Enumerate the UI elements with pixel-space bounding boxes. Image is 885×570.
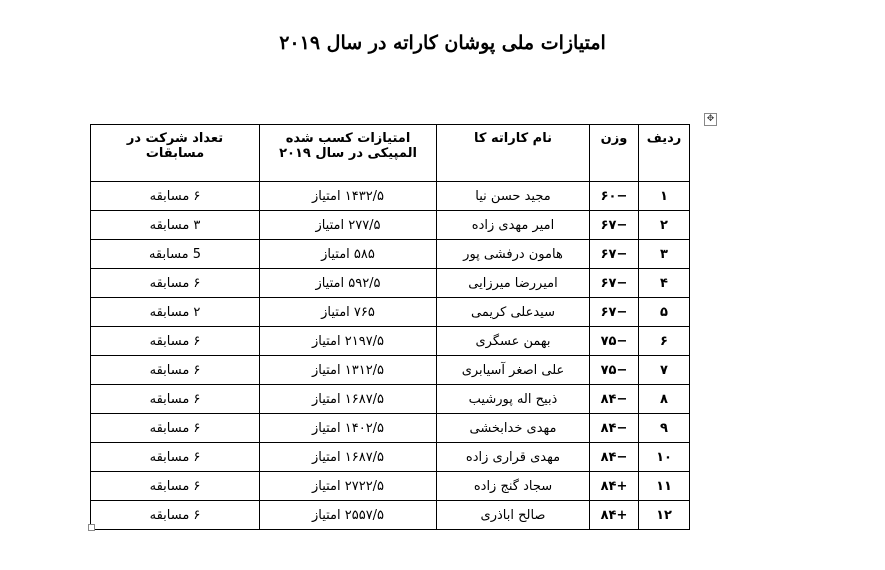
table-row <box>91 182 690 211</box>
cell-competitions-count: ۶ مسابقه <box>91 327 260 356</box>
table-header-row <box>91 125 690 182</box>
cell-karateka-name: سیدعلی کریمی <box>437 298 590 327</box>
cell-competitions-count: ۶ مسابقه <box>91 269 260 298</box>
cell-karateka-name: امیر مهدی زاده <box>437 211 590 240</box>
cell-olympic-points: ۱۶۸۷/۵ امتیاز <box>260 385 437 414</box>
cell-karateka-name: مجید حسن نیا <box>437 182 590 211</box>
cell-karateka-name: امیررضا میرزایی <box>437 269 590 298</box>
cell-competitions-count: ۶ مسابقه <box>91 385 260 414</box>
cell-olympic-points: ۲۱۹۷/۵ امتیاز <box>260 327 437 356</box>
cell-weight: −۶۰ <box>590 182 639 211</box>
header-olympic-points: امتیازات کسب شده المپیکی در سال ۲۰۱۹ <box>260 125 437 182</box>
table-row <box>91 327 690 356</box>
cell-row-number: ۱۲ <box>639 501 690 530</box>
cell-row-number: ۶ <box>639 327 690 356</box>
cell-karateka-name: مهدی خدابخشی <box>437 414 590 443</box>
cell-row-number: ۱۰ <box>639 443 690 472</box>
cell-karateka-name: صالح اباذری <box>437 501 590 530</box>
cell-weight: −۷۵ <box>590 356 639 385</box>
cell-row-number: ۱ <box>639 182 690 211</box>
header-row-number: ردیف <box>639 125 690 182</box>
cell-weight: +۸۴ <box>590 472 639 501</box>
cell-weight: −۶۷ <box>590 298 639 327</box>
cell-weight: −۸۴ <box>590 414 639 443</box>
cell-competitions-count: ۲ مسابقه <box>91 298 260 327</box>
cell-weight: +۸۴ <box>590 501 639 530</box>
cell-karateka-name: سجاد گنج زاده <box>437 472 590 501</box>
table-resize-handle-icon[interactable] <box>88 524 95 531</box>
cell-row-number: ۱۱ <box>639 472 690 501</box>
cell-weight: −۸۴ <box>590 385 639 414</box>
cell-weight: −۸۴ <box>590 443 639 472</box>
cell-olympic-points: ۱۴۰۲/۵ امتیاز <box>260 414 437 443</box>
table-row <box>91 501 690 530</box>
cell-competitions-count: 5 مسابقه <box>91 240 260 269</box>
cell-competitions-count: ۶ مسابقه <box>91 182 260 211</box>
header-karateka-name: نام کاراته کا <box>437 125 590 182</box>
table-row <box>91 414 690 443</box>
scores-table <box>90 124 690 530</box>
header-competitions-count: تعداد شرکت در مسابقات <box>91 125 260 182</box>
cell-olympic-points: ۱۴۳۲/۵ امتیاز <box>260 182 437 211</box>
cell-weight: −۶۷ <box>590 240 639 269</box>
table-row <box>91 472 690 501</box>
cell-olympic-points: ۲۷۲۲/۵ امتیاز <box>260 472 437 501</box>
cell-karateka-name: علی اصغر آسیابری <box>437 356 590 385</box>
cell-competitions-count: ۶ مسابقه <box>91 356 260 385</box>
cell-olympic-points: ۲۷۷/۵ امتیاز <box>260 211 437 240</box>
cell-olympic-points: ۱۶۸۷/۵ امتیاز <box>260 443 437 472</box>
table-row <box>91 443 690 472</box>
cell-row-number: ۵ <box>639 298 690 327</box>
cell-row-number: ۸ <box>639 385 690 414</box>
header-weight: وزن <box>590 125 639 182</box>
cell-row-number: ۴ <box>639 269 690 298</box>
cell-row-number: ۹ <box>639 414 690 443</box>
cell-karateka-name: مهدی قراری زاده <box>437 443 590 472</box>
cell-olympic-points: ۲۵۵۷/۵ امتیاز <box>260 501 437 530</box>
cell-weight: −۷۵ <box>590 327 639 356</box>
cell-row-number: ۲ <box>639 211 690 240</box>
cell-competitions-count: ۶ مسابقه <box>91 472 260 501</box>
cell-row-number: ۷ <box>639 356 690 385</box>
cell-karateka-name: ذبیح اله پورشیب <box>437 385 590 414</box>
cell-olympic-points: ۵۹۲/۵ امتیاز <box>260 269 437 298</box>
table-row <box>91 298 690 327</box>
cell-olympic-points: ۷۶۵ امتیاز <box>260 298 437 327</box>
cell-competitions-count: ۶ مسابقه <box>91 501 260 530</box>
table-row <box>91 240 690 269</box>
table-row <box>91 269 690 298</box>
document-title: امتیازات ملی پوشان کاراته در سال ۲۰۱۹ <box>279 32 606 54</box>
cell-weight: −۶۷ <box>590 211 639 240</box>
cell-karateka-name: هامون درفشی پور <box>437 240 590 269</box>
cell-row-number: ۳ <box>639 240 690 269</box>
cell-competitions-count: ۳ مسابقه <box>91 211 260 240</box>
table-row <box>91 211 690 240</box>
cell-weight: −۶۷ <box>590 269 639 298</box>
cell-olympic-points: ۵۸۵ امتیاز <box>260 240 437 269</box>
cell-competitions-count: ۶ مسابقه <box>91 414 260 443</box>
cell-olympic-points: ۱۳۱۲/۵ امتیاز <box>260 356 437 385</box>
table-row <box>91 385 690 414</box>
table-row <box>91 356 690 385</box>
table-move-handle-icon[interactable]: ✥ <box>704 113 717 126</box>
cell-competitions-count: ۶ مسابقه <box>91 443 260 472</box>
cell-karateka-name: بهمن عسگری <box>437 327 590 356</box>
